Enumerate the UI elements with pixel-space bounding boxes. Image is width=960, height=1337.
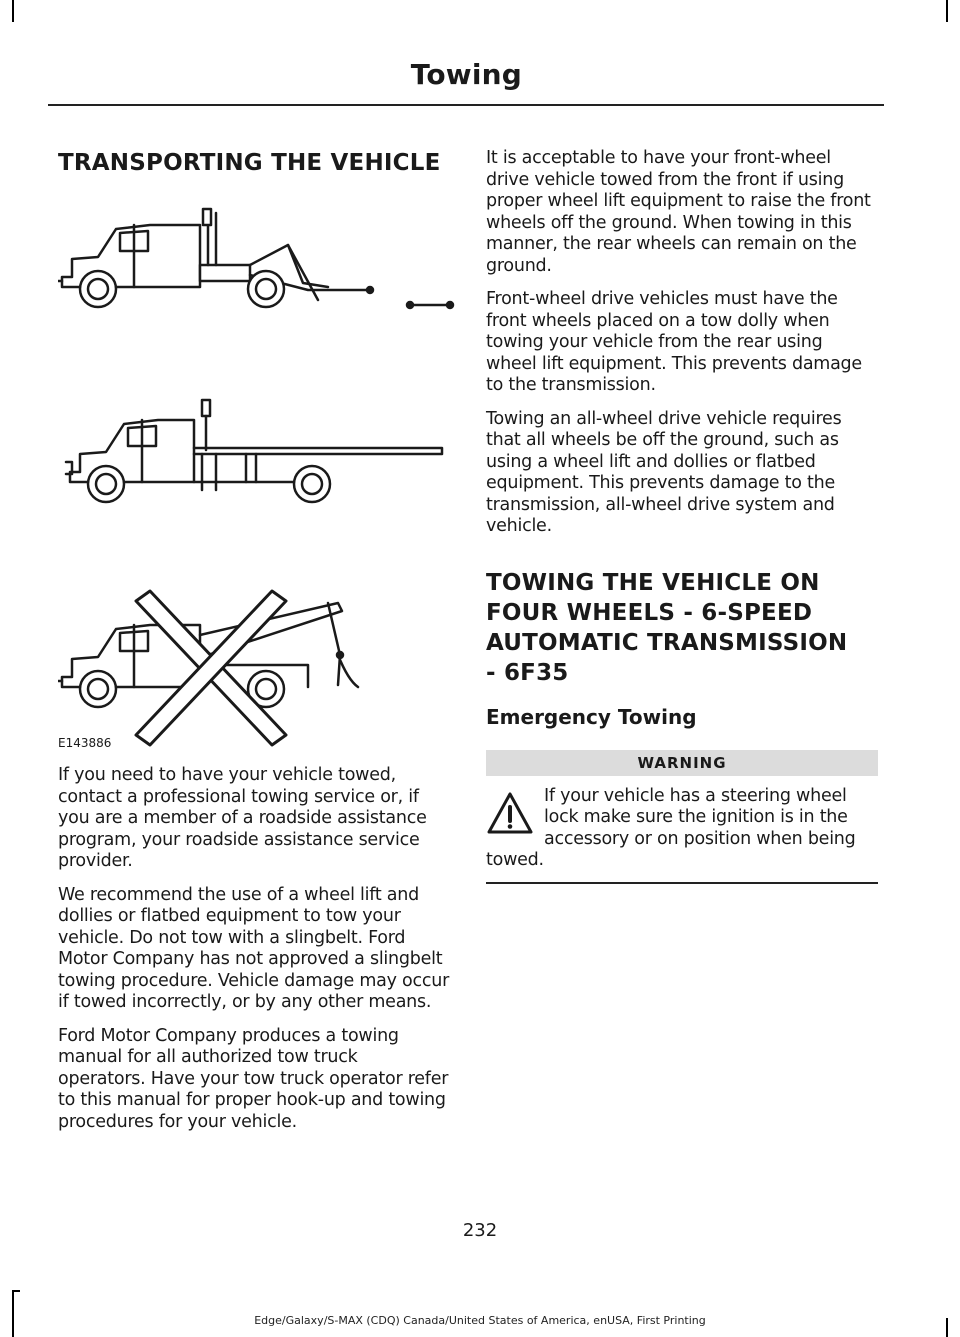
warning-triangle-icon <box>486 790 534 838</box>
heading-line: FOUR WHEELS - 6-SPEED <box>486 599 813 626</box>
crop-mark <box>12 0 14 22</box>
section-heading <box>486 568 878 688</box>
warning-body <box>486 786 878 872</box>
warning-text: If your vehicle has a steering wheel lock make sure the ignition is in the accessory or on position when being towed. <box>486 785 856 870</box>
footer-text: Edge/Galaxy/S-MAX (CDQ) Canada/United States of America, enUSA, First Printing <box>254 1314 706 1327</box>
flatbed-truck <box>66 400 442 502</box>
left-body <box>58 765 450 1145</box>
paragraph: Front-wheel drive vehicles must have the front wheels placed on a tow dolly when towing your vehicle from the rear using wheel lift equipment. This prevents damage to the transmission. <box>486 289 862 395</box>
figure-code: E143886 <box>58 736 112 750</box>
paragraph: Ford Motor Company produces a towing manual for all authorized tow truck operators. Have your tow truck operator refer to this manual for proper hook-up and towing procedures for your vehicle. <box>58 1025 449 1132</box>
paragraph: If you need to have your vehicle towed, contact a professional towing service or, if you are a member of a roadside assistance program, your roadside assistance service provider. <box>58 765 427 871</box>
paragraph: It is acceptable to have your front-wheel drive vehicle towed from the front if using proper wheel lift equipment to raise the front wheels off the ground. When towing in this manner, the rear wheels can remain on the ground. <box>486 148 871 276</box>
header-divider <box>48 104 884 106</box>
left-column <box>58 148 450 178</box>
subheading: Emergency Towing <box>486 704 697 729</box>
paragraph: Towing an all-wheel drive vehicle requires that all wheels be off the ground, such as using a wheel lift and dollies or flatbed equipment. This prevents damage to the transmission, all-wheel drive system and vehicle. <box>486 408 842 536</box>
wheel-lift-truck <box>58 209 453 308</box>
heading-line: AUTOMATIC TRANSMISSION <box>486 629 848 656</box>
right-column <box>486 148 878 884</box>
heading-line: - 6F35 <box>486 659 569 686</box>
paragraph: We recommend the use of a wheel lift and dollies or flatbed equipment to tow your vehicle. Do not tow with a slingbelt. Ford Motor Company has not approved a slingbelt towing procedure. Vehicle damage may occur if towed incorrectly, or by any other means. <box>58 884 450 1012</box>
towing-illustration <box>58 195 458 755</box>
section-heading: TRANSPORTING THE VEHICLE <box>58 150 441 176</box>
warning-box <box>486 750 878 884</box>
crop-mark <box>12 1290 20 1292</box>
page-title: Towing <box>410 58 522 91</box>
page-number: 232 <box>462 1220 498 1241</box>
warning-divider <box>486 882 878 884</box>
heading-line: TOWING THE VEHICLE ON <box>486 569 820 596</box>
warning-label: WARNING <box>486 750 878 776</box>
crop-mark <box>946 0 948 22</box>
